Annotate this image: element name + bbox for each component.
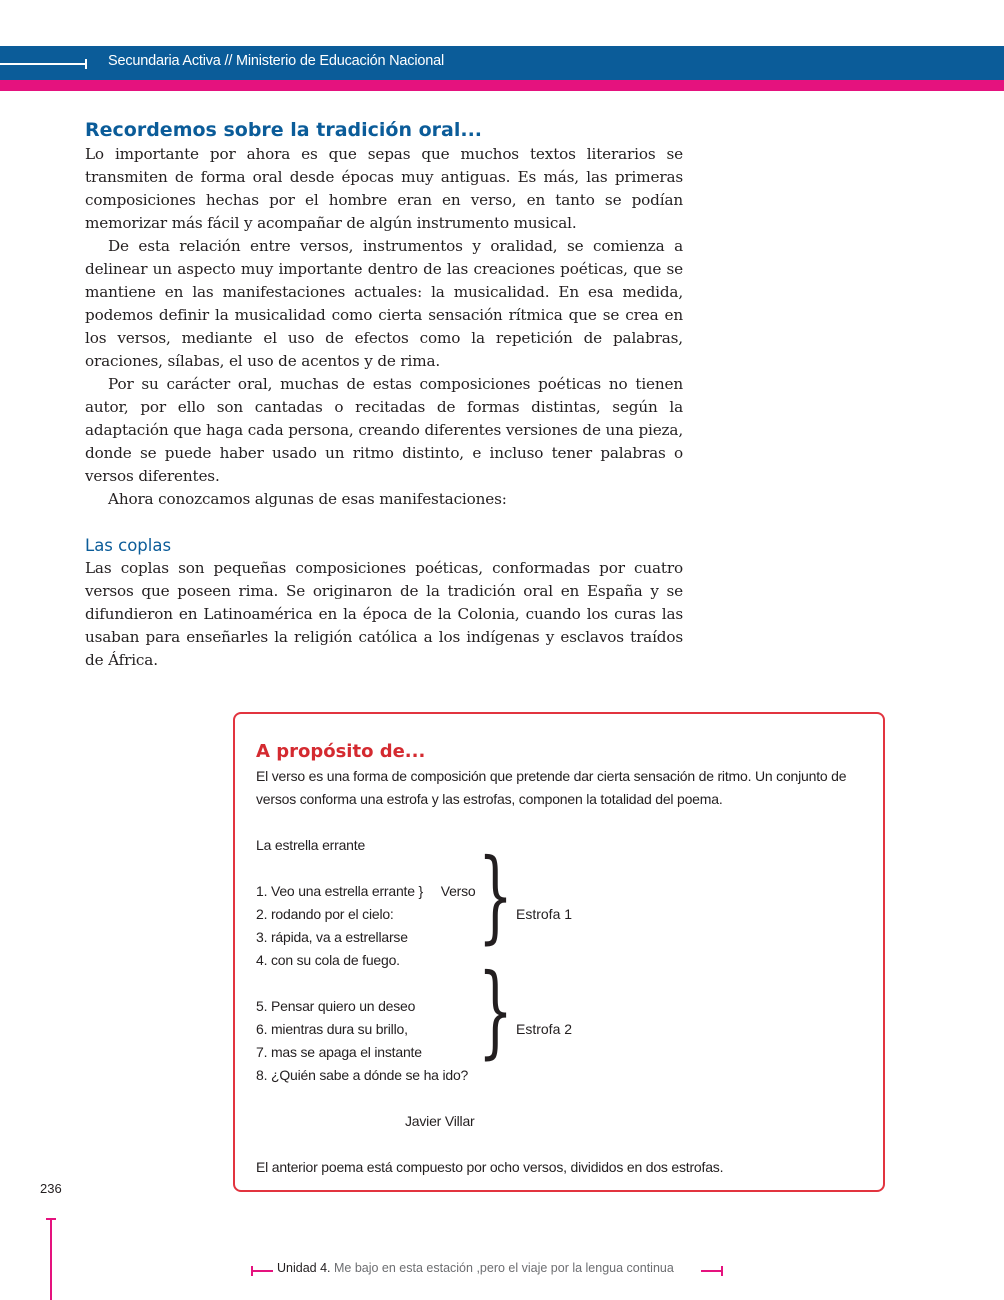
- poem-author: Javier Villar: [405, 1113, 475, 1129]
- verse-label: Verso: [440, 883, 476, 899]
- poem-line: 4. con su cola de fuego.: [256, 952, 400, 968]
- header-rule-tick: [85, 59, 87, 69]
- section-body-coplas: [85, 557, 683, 672]
- stanza-brace-icon: }: [478, 837, 513, 954]
- paragraph: Lo importante por ahora es que sepas que muchos textos literarios se transmiten de forma oral desde épocas muy antiguas. Es más, las primeras composiciones hechas por el hombre eran en verso, en tanto se podían memorizar más fácil y acompañar de algún instrumento musical.: [85, 145, 683, 232]
- footer-rule-tick-right: [721, 1266, 723, 1276]
- stanza-brace-icon: }: [478, 952, 513, 1069]
- footer-unit-title: [277, 1261, 674, 1275]
- footer-vertical-tick: [46, 1218, 56, 1220]
- poem-title: La estrella errante: [256, 837, 366, 853]
- section-body-oral-tradition: [85, 143, 683, 511]
- footer-rule-left: [251, 1270, 273, 1272]
- section-heading-oral-tradition: Recordemos sobre la tradición oral...: [85, 119, 483, 141]
- note-title: A propósito de...: [256, 741, 426, 762]
- poem-line: 8. ¿Quién sabe a dónde se ha ido?: [256, 1067, 469, 1083]
- poem-line: 6. mientras dura su brillo,: [256, 1021, 408, 1037]
- footer-unit-label: Unidad 4.: [277, 1261, 331, 1275]
- poem-line-text: 1. Veo una estrella errante: [256, 883, 415, 899]
- poem-line: 7. mas se apaga el instante: [256, 1044, 422, 1060]
- note-content: [256, 739, 866, 1179]
- section-heading-coplas: Las coplas: [85, 536, 172, 555]
- footer-vertical-rule: [50, 1218, 52, 1300]
- note-conclusion: El anterior poema está compuesto por ocho versos, divididos en dos estrofas.: [256, 1159, 724, 1175]
- paragraph: De esta relación entre versos, instrumentos y oralidad, se comienza a delinear un aspecto muy importante dentro de las creaciones poéticas, que se mantiene en las manifestaciones actuales: la musicalidad. En esa medida, podemos definir la musicalidad como cierta sensación rítmica que se crea en los versos, mediante el uso de efectos como la repetición de palabras, oraciones, sílabas, el uso de acentos y de rima.: [85, 237, 683, 370]
- note-intro-line: versos conforma una estrofa y las estrofas, componen la totalidad del poema.: [256, 791, 723, 807]
- footer-unit-text: Me bajo en esta estación ,pero el viaje por la lengua continua: [330, 1261, 674, 1275]
- paragraph: Las coplas son pequeñas composiciones poéticas, conformadas por cuatro versos que poseen rima. Se originaron de la tradición oral en España y se difundieron en Latinoamérica en la época de la Colonia, cuando los curas las usaban para enseñarles la religión católica a los indígenas y esclavos traídos de África.: [85, 559, 683, 669]
- paragraph: Por su carácter oral, muchas de estas composiciones poéticas no tienen autor, por ello son cantadas o recitadas de formas distintas, según la adaptación que haga cada persona, creando diferentes versiones de una pieza, donde se puede haber usado un ritmo distinto, e incluso tener palabras o versos diferentes.: [85, 375, 683, 485]
- page-number: 236: [40, 1181, 62, 1196]
- poem-line: [256, 880, 866, 903]
- paragraph: Ahora conozcamos algunas de esas manifestaciones:: [108, 490, 507, 508]
- stanza-label: Estrofa 2: [516, 1021, 573, 1037]
- header-accent-stripe: [0, 80, 1004, 91]
- main-content: [85, 117, 683, 672]
- poem-line: 5. Pensar quiero un deseo: [256, 998, 416, 1014]
- verse-marker: }: [418, 883, 424, 899]
- header-rule-line: [0, 63, 86, 65]
- poem-line: 3. rápida, va a estrellarse: [256, 929, 408, 945]
- note-intro-line: El verso es una forma de composición que pretende dar cierta sensación de ritmo. Un conjunto de: [256, 768, 847, 784]
- footer-rule-right: [701, 1270, 723, 1272]
- stanza-label: Estrofa 1: [516, 906, 573, 922]
- header-title: Secundaria Activa // Ministerio de Educación Nacional: [108, 53, 444, 69]
- poem-line: 2. rodando por el cielo:: [256, 906, 394, 922]
